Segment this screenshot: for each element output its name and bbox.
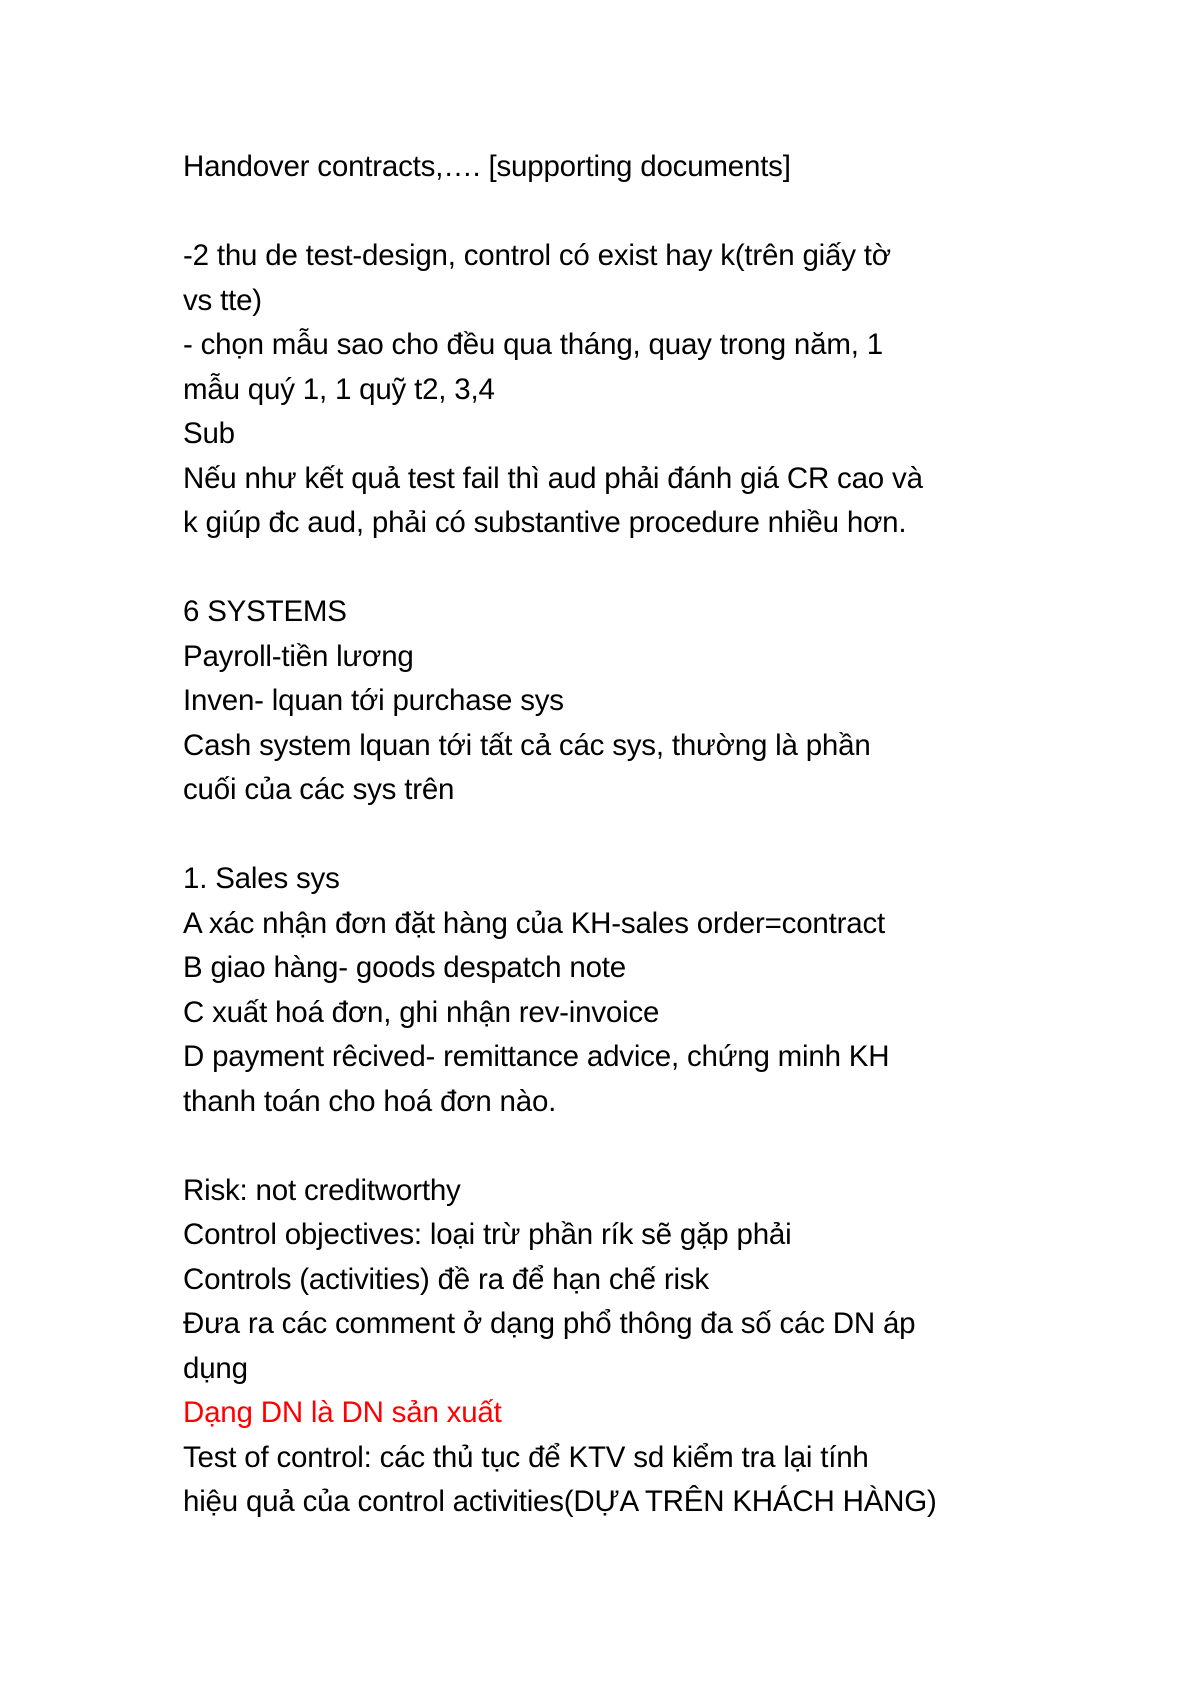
note-line: D payment rêcived- remittance advice, chứng minh KH [183,1040,890,1073]
note-line: Sub [183,417,235,450]
note-line: A xác nhận đơn đặt hàng của KH-sales order=contract [183,906,886,940]
blank-line [183,1124,1053,1169]
note-line: -2 thu de test-design, control có exist hay k(trên giấy tờ [183,239,891,272]
note-line: Risk: not creditworthy [183,1173,461,1207]
note-line: hiệu quả của control activities(DỰA TRÊN KHÁCH HÀNG) [183,1485,937,1518]
note-line: Inven- lquan tới purchase sys [183,684,564,717]
note-line: k giúp đc aud, phải có substantive procedure nhiều hơn. [183,506,907,539]
note-line: Đưa ra các comment ở dạng phổ thông đa số các DN áp [183,1307,916,1340]
note-line: Controls (activities) đề ra để hạn chế risk [183,1262,709,1296]
note-line: mẫu quý 1, 1 quỹ t2, 3,4 [183,372,495,406]
document-body [183,145,1053,1525]
note-line: Control objectives: loại trừ phần rík sẽ gặp phải [183,1218,792,1251]
note-line: Payroll-tiền lương [183,639,414,673]
note-line: C xuất hoá đơn, ghi nhận rev-invoice [183,995,660,1029]
note-line: - chọn mẫu sao cho đều qua tháng, quay trong năm, 1 [183,328,883,361]
section-heading-sales: 1. Sales sys [183,862,340,895]
heading-handover: Handover contracts,…. [supporting documents] [183,150,791,183]
note-line: Test of control: các thủ tục để KTV sd kiểm tra lại tính [183,1440,869,1474]
note-line: dụng [183,1351,248,1385]
blank-line [183,190,1053,235]
note-line: vs tte) [183,283,262,317]
section-heading-systems: 6 SYSTEMS [183,595,347,628]
note-line: Cash system lquan tới tất cả các sys, thường là phần [183,728,871,762]
note-line: cuối của các sys trên [183,773,455,806]
blank-line [183,813,1053,858]
note-line: Nếu như kết quả test fail thì aud phải đánh giá CR cao và [183,461,923,495]
note-line: B giao hàng- goods despatch note [183,951,626,984]
highlighted-note-line: Dạng DN là DN sản xuất [183,1396,502,1429]
note-line: thanh toán cho hoá đơn nào. [183,1084,557,1118]
blank-line [183,546,1053,591]
